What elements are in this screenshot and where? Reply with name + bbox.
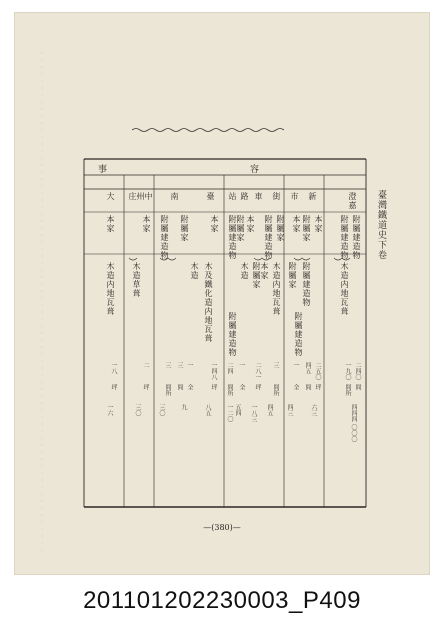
label-12-0: 本家: [106, 215, 115, 233]
num-8-0: 一: [186, 362, 193, 368]
num-3-1: 間所: [272, 384, 279, 396]
label-6-0: 附屬建造物: [228, 215, 237, 260]
label-5-0: 本家: [246, 215, 255, 233]
label-4-0: 本家: [260, 262, 269, 280]
image-caption: 201101202230003_P409: [83, 587, 361, 614]
num-9-0: 三: [164, 362, 171, 368]
region-12: 大: [106, 192, 115, 201]
num-4-2: 一八三: [250, 404, 257, 422]
region-1: 新: [308, 192, 317, 201]
num-5-0: 一: [238, 362, 245, 368]
region-3: 街: [272, 192, 281, 201]
num-12-0: 一八: [110, 362, 117, 374]
label-9-0: 附屬建造物: [160, 215, 169, 260]
label-3-1: 附屬建造物: [264, 215, 273, 260]
running-title: 臺灣鐵道史下卷: [376, 190, 386, 260]
label-0-1: 附屬建造物: [340, 215, 349, 260]
label-0-2: 木造内地瓦葺: [340, 262, 349, 316]
num-0-2: 一九〇: [344, 362, 351, 380]
label-7-1: 木及鐵化造内地瓦葺: [204, 262, 213, 343]
num-12-1: 坪: [110, 384, 117, 390]
page-scan: [14, 12, 430, 575]
region-0: 澄嘉: [348, 192, 357, 210]
num-0-3: 間所: [344, 384, 351, 396]
region-10: 州: [136, 192, 145, 201]
num-8-1: 全: [186, 384, 193, 390]
label-5-2: 木造: [240, 262, 249, 280]
num-8-4: 九: [180, 404, 187, 410]
label-4-2: 木造内地瓦葺: [272, 262, 281, 316]
num-7-2: 八五: [204, 404, 211, 416]
num-6-2: 一二〇: [226, 404, 233, 422]
num-1-3: 間: [304, 384, 311, 390]
num-1-2: 四五: [304, 362, 311, 374]
num-9-1: 間所: [164, 384, 171, 396]
region-4: 車: [254, 192, 263, 201]
label-12-1: 木造内地瓦葺: [106, 262, 115, 316]
num-4-0: 二八一: [254, 362, 261, 380]
num-8-2: 三: [176, 362, 183, 368]
label-6-1: 附屬建造物: [228, 312, 237, 357]
num-5-2: 五四: [234, 404, 241, 416]
num-10-1: 坪: [142, 384, 149, 390]
region-9: 中: [144, 192, 153, 201]
num-0-4: 四四四: [350, 404, 357, 422]
label-8-0: 附屬家: [180, 215, 189, 242]
num-2-2: 四三: [286, 404, 293, 416]
header-cell-1: 容: [250, 165, 260, 175]
label-1-1: 附屬家: [302, 215, 311, 242]
region-5: 路: [240, 192, 249, 201]
label-9-1: 木造草葺: [132, 262, 141, 298]
num-6-1: 間所: [226, 384, 233, 396]
label-7-0: 本家: [210, 215, 219, 233]
num-7-0: 一四八: [210, 362, 217, 380]
region-6: 站: [228, 192, 237, 201]
num-12-2: 一六: [106, 404, 113, 416]
num-3-0: 三: [272, 362, 279, 368]
num-2-0: 一: [292, 362, 299, 368]
label-1-2: 附屬建造物: [302, 262, 311, 307]
num-3-2: 四五: [266, 404, 273, 416]
label-3-0: 附屬家: [276, 215, 285, 242]
region-8: 南: [170, 192, 179, 201]
label-10-0: 本家: [142, 215, 151, 233]
num-0-0: 二四〇: [354, 362, 361, 380]
num-0-5: 〇〇〇: [350, 424, 357, 442]
label-1-0: 本家: [314, 215, 323, 233]
num-1-0: 二五〇: [314, 362, 321, 380]
book-page: [14, 12, 430, 575]
num-5-1: 全: [238, 384, 245, 390]
label-4-1: 附屬家: [252, 262, 261, 289]
num-0-1: 間: [354, 384, 361, 390]
label-5-1: 附屬家: [236, 215, 245, 242]
num-4-1: 坪: [254, 384, 261, 390]
label-2-0: 本家: [292, 215, 301, 233]
region-7: 臺: [206, 192, 215, 201]
page-number: —(380)—: [203, 523, 241, 532]
num-2-1: 全: [292, 384, 299, 390]
label-2-1: 附屬家: [288, 262, 297, 289]
label-8-1: 木造: [190, 262, 199, 280]
num-9-2: 三〇: [158, 404, 165, 416]
num-7-1: 坪: [210, 384, 217, 390]
num-1-4: 六三: [310, 404, 317, 416]
num-10-0: 二: [142, 362, 149, 368]
ornament-top: [132, 129, 284, 132]
region-2: 市: [290, 192, 299, 201]
num-6-0: 二四: [226, 362, 233, 374]
header-cell-0: 事: [98, 165, 108, 175]
num-8-3: 間: [176, 384, 183, 390]
num-10-2: 三〇: [134, 404, 141, 416]
num-1-1: 坪: [314, 384, 321, 390]
label-0-0: 附屬建造物: [352, 215, 361, 260]
region-11: 庄: [128, 192, 137, 201]
label-2-2: 附屬建造物: [294, 312, 303, 357]
